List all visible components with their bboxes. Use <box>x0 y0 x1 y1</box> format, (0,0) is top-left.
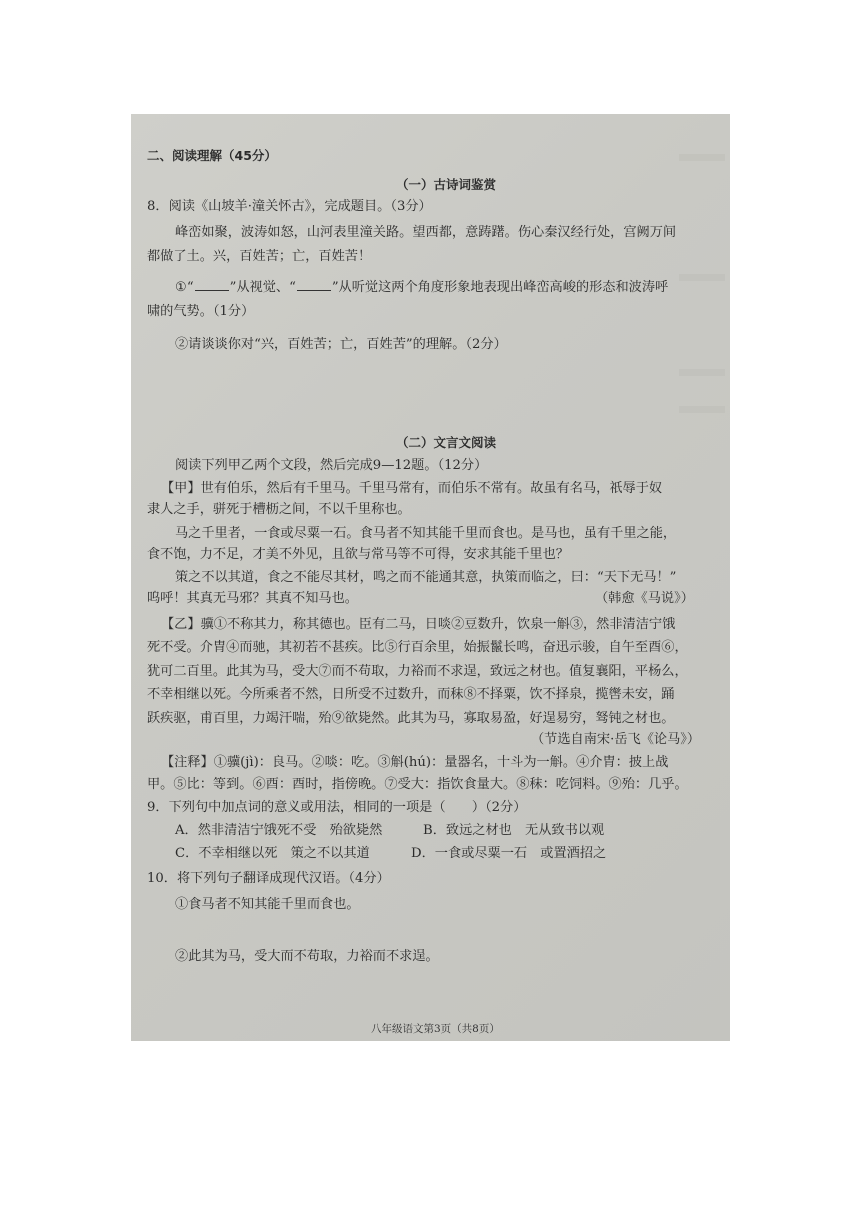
jia-line: 策之不以其道，食之不能尽其材，鸣之而不能通其意，执策而临之，曰：“天下无马！” <box>175 570 677 585</box>
question-9-stem: 9．下列句中加点词的意义或用法，相同的一项是（ ）（2分） <box>147 800 527 815</box>
bleed-through-mark <box>679 369 725 376</box>
q8-1-text: ”从听觉这两个角度形象地表现出峰峦高峻的形态和波涛呼 <box>331 280 669 295</box>
notes-line: 甲。⑤比：等到。⑥酉：酉时，指傍晚。⑦受大：指饮食量大。⑧秣：吃饲料。⑨殆：几乎。 <box>147 777 688 792</box>
question-9-option-b[interactable]: B．致远之材也 无从致书以观 <box>423 823 605 838</box>
poem-line: 都做了土。兴，百姓苦；亡，百姓苦！ <box>147 249 372 264</box>
yi-line: 死不受。介胄④而驰，其初若不甚疾。比⑤行百余里，始振鬣长鸣，奋迅示骏，自午至酉⑥， <box>147 640 688 655</box>
q8-1-text: ①“ <box>175 280 194 295</box>
jia-line: 【甲】世有伯乐，然后有千里马。千里马常有，而伯乐不常有。故虽有名马，祇辱于奴 <box>161 481 663 496</box>
question-8-stem: 8．阅读《山坡羊·潼关怀古》，完成题目。（3分） <box>147 199 432 214</box>
poem-line: 峰峦如聚，波涛如怒，山河表里潼关路。望西都，意踌躇。伤心秦汉经行处，宫阙万间 <box>175 225 677 240</box>
notes-line: 【注释】①骥(jì)：良马。②啖：吃。③斛(hú)：量器名，十斗为一斛。④介胄：披上战 <box>161 755 669 770</box>
part2-title: （二）文言文阅读 <box>396 435 497 450</box>
yi-line: 跃疾驱，甫百里，力竭汗喘，殆⑨欲毙然。此其为马，寡取易盈，好逞易穷，驽钝之材也。 <box>147 711 675 726</box>
bleed-through-mark <box>679 406 725 413</box>
yi-source: （节选自南宋·岳飞《论马》） <box>531 732 701 747</box>
yi-line: 【乙】骥①不称其力，称其德也。臣有二马，日啖②豆数升，饮泉一斛③，然非清洁宁饿 <box>161 617 676 632</box>
page-footer: 八年级语文第3页（共8页） <box>371 1023 500 1035</box>
part2-intro: 阅读下列甲乙两个文段，然后完成9—12题。（12分） <box>175 458 488 473</box>
question-8-1-cont: 啸的气势。（1分） <box>147 304 255 319</box>
jia-line: 马之千里者，一食或尽粟一石。食马者不知其能千里而食也。是马也，虽有千里之能， <box>175 526 677 541</box>
section-title: 二、阅读理解（45分） <box>147 148 277 163</box>
question-9-option-c[interactable]: C．不幸相继以死 策之不以其道 <box>175 846 370 861</box>
part1-title: （一）古诗词鉴赏 <box>396 177 497 192</box>
question-10-1: ①食马者不知其能千里而食也。 <box>175 897 360 912</box>
jia-line: 呜呼！其真无马邪？其真不知马也。 <box>147 591 358 606</box>
jia-line: 食不饱，力不足，才美不外见，且欲与常马等不可得，安求其能千里也？ <box>147 547 569 562</box>
document-photo <box>131 114 730 1041</box>
answer-blank[interactable] <box>195 278 229 291</box>
q8-1-text: ”从视觉、“ <box>229 280 296 295</box>
jia-source: （韩愈《马说》） <box>595 591 694 606</box>
bleed-through-mark <box>679 154 725 161</box>
jia-line: 隶人之手，骈死于槽枥之间，不以千里称也。 <box>147 502 411 517</box>
question-9-option-a[interactable]: A．然非清洁宁饿死不受 殆欲毙然 <box>175 823 383 838</box>
question-8-2: ②请谈谈你对“兴，百姓苦；亡，百姓苦”的理解。（2分） <box>175 337 507 352</box>
bleed-through-mark <box>679 274 725 281</box>
question-8-1 <box>175 278 668 297</box>
answer-blank[interactable] <box>297 278 331 291</box>
yi-line: 不幸相继以死。今所乘者不然，日所受不过数升，而秣⑧不择粟，饮不择泉，揽辔未安，踊 <box>147 687 675 702</box>
yi-line: 犹可二百里。此其为马，受大⑦而不苟取，力裕而不求逞，致远之材也。值复襄阳，平杨么， <box>147 664 688 679</box>
question-10-2: ②此其为马，受大而不苟取，力裕而不求逞。 <box>175 949 439 964</box>
question-9-option-d[interactable]: D．一食或尽粟一石 或置酒招之 <box>411 846 607 861</box>
question-10-stem: 10．将下列句子翻译成现代汉语。（4分） <box>147 871 390 886</box>
